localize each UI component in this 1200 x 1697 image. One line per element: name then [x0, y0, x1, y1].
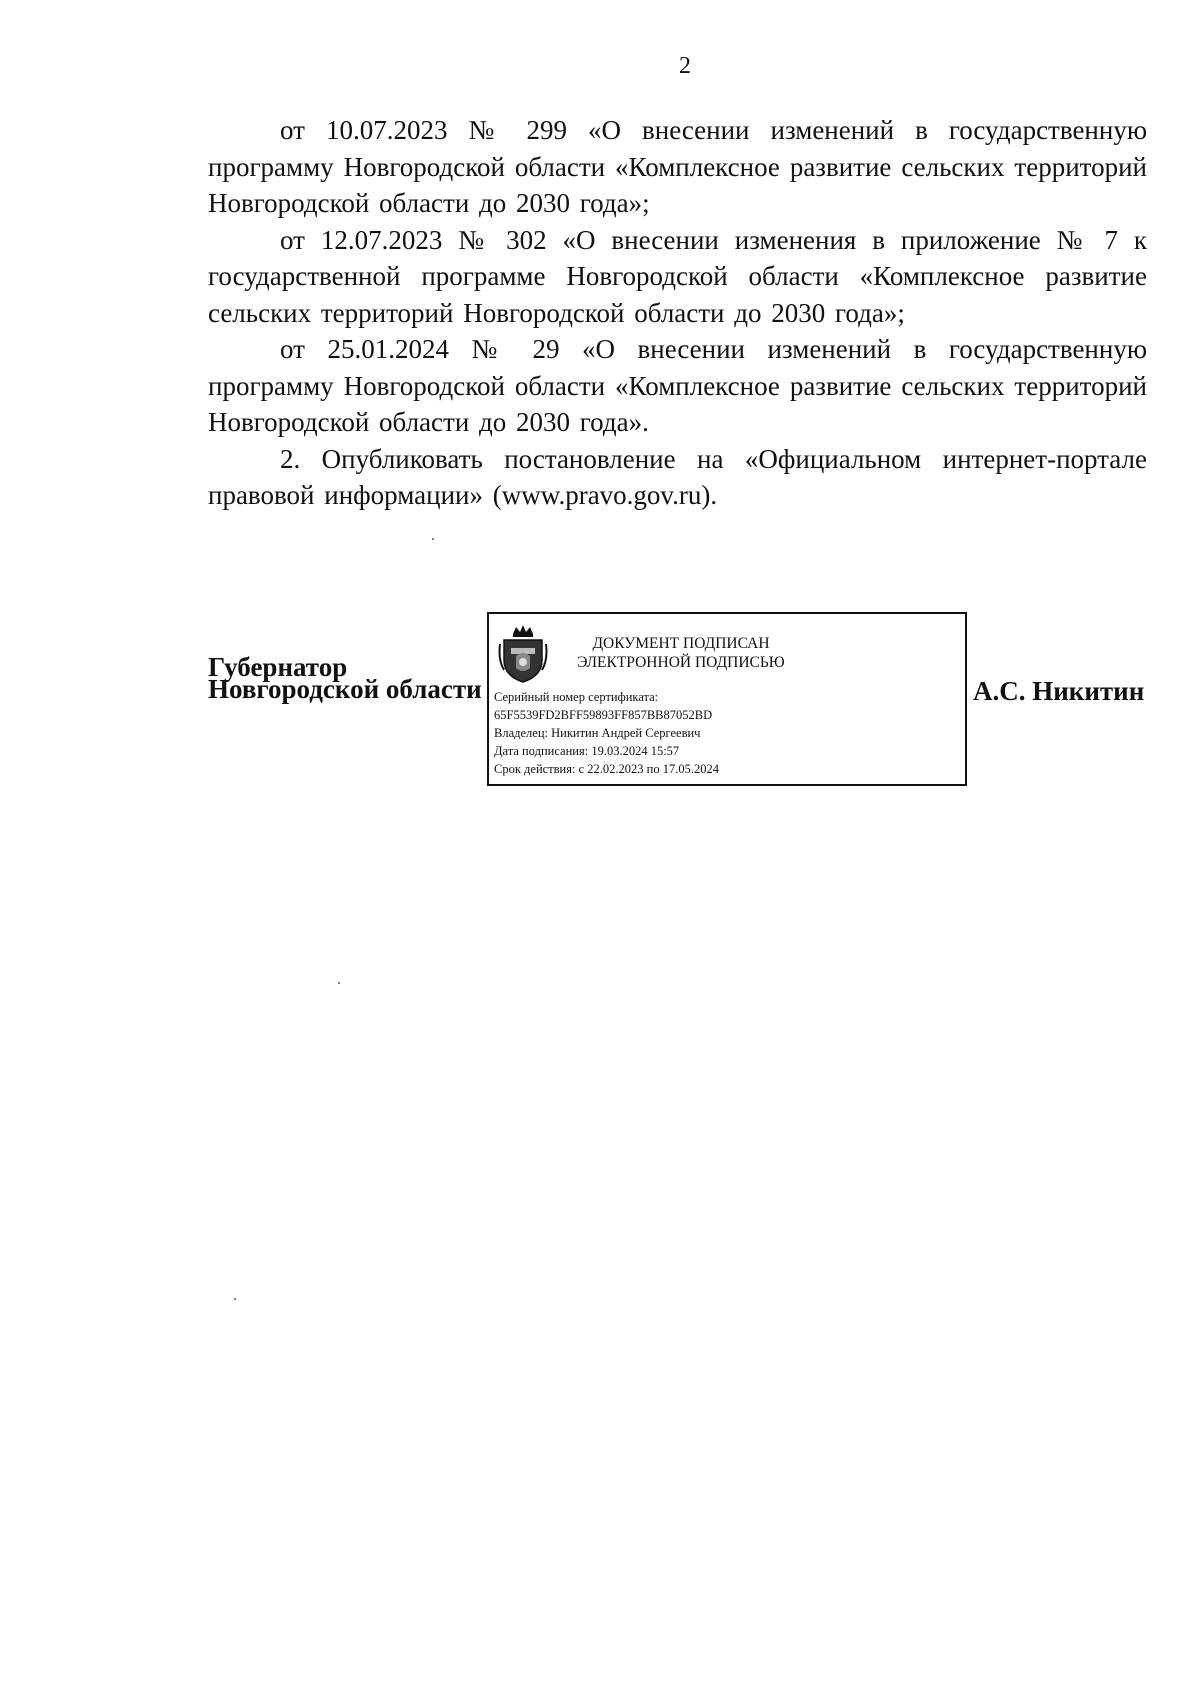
page-number: 2	[679, 53, 691, 79]
paragraph-resolution-29: от 25.01.2024 № 29 «О внесении изменений в государственную программу Новгородской области «Комплексное развитие сельских территорий Новгородской области до 2030 года».	[208, 334, 1147, 437]
position-line-1: Губернатор	[208, 652, 348, 682]
stamp-heading	[561, 634, 801, 672]
signer-position	[208, 652, 482, 704]
position-line-2: Новгородской области	[208, 674, 482, 704]
scan-speck	[338, 982, 340, 984]
paragraph-resolution-299: от 10.07.2023 № 299 «О внесении изменений в государственную программу Новгородской области «Комплексное развитие сельских территорий Новгородской области до 2030 года»;	[208, 115, 1147, 218]
coat-of-arms-icon	[498, 624, 548, 684]
signer-name: А.С. Никитин	[973, 676, 1145, 706]
certificate-serial-value: 65F5539FD2BFF59893FF857BB87052BD	[494, 708, 713, 722]
certificate-serial-label: Серийный номер сертификата:	[494, 690, 659, 704]
certificate-owner: Владелец: Никитин Андрей Сергеевич	[494, 726, 701, 740]
paragraph-publish-instruction: 2. Опубликовать постановление на «Официальном интернет-портале правовой информации» (www.pravo.gov.ru).	[208, 443, 1147, 510]
paragraph-resolution-302: от 12.07.2023 № 302 «О внесении изменения в приложение № 7 к государственной программе Новгородской области «Комплексное развитие сельских территорий Новгородской области до 2030 года»;	[208, 224, 1147, 328]
stamp-heading-line-1: ДОКУМЕНТ ПОДПИСАН	[592, 635, 770, 652]
signature-block	[208, 612, 1158, 792]
document-body	[208, 112, 1147, 514]
electronic-signature-stamp	[487, 612, 967, 786]
stamp-certificate-details	[494, 688, 719, 778]
certificate-validity: Срок действия: с 22.02.2023 по 17.05.2024	[494, 762, 719, 776]
stamp-heading-line-2: ЭЛЕКТРОННОЙ ПОДПИСЬЮ	[577, 654, 785, 671]
signing-date: Дата подписания: 19.03.2024 15:57	[494, 744, 680, 758]
scan-speck	[234, 1298, 236, 1300]
scan-speck	[432, 538, 434, 540]
